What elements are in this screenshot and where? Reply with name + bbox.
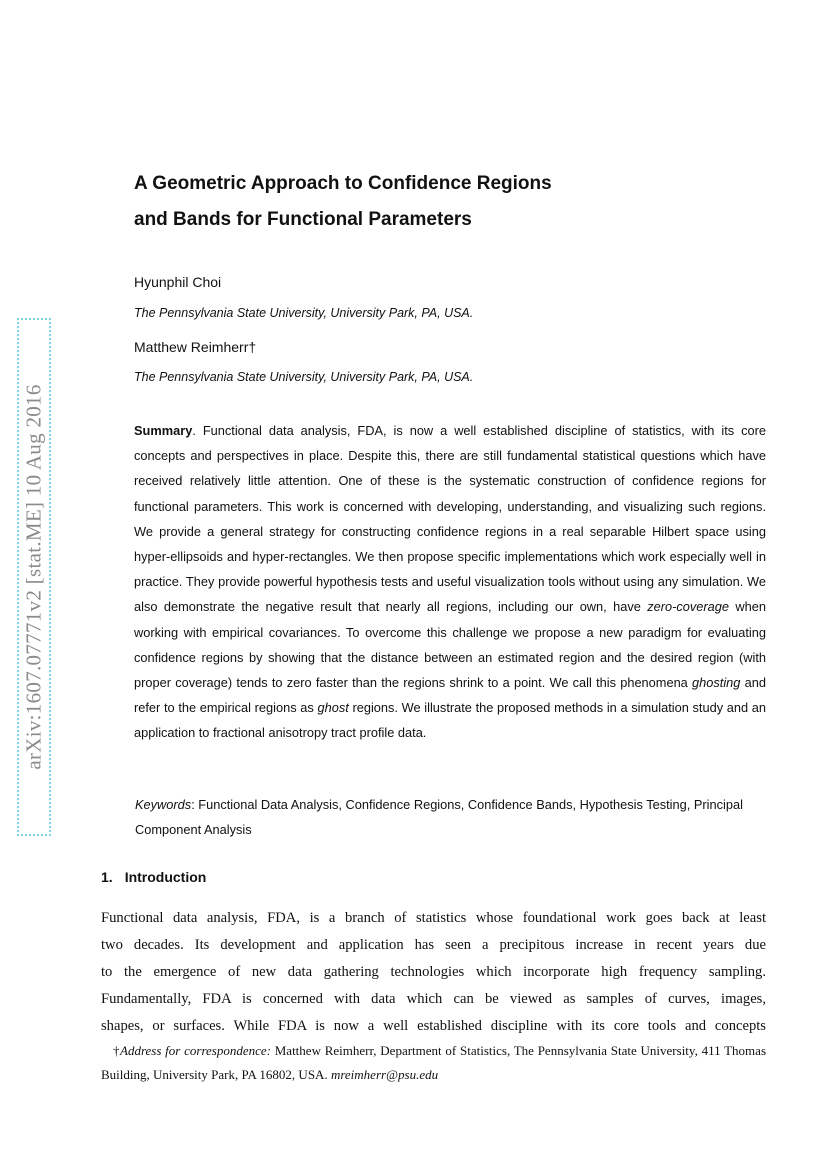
arxiv-identifier-text: arXiv:1607.07771v2 [stat.ME] 10 Aug 2016: [21, 384, 46, 770]
author-name: Matthew Reimherr†: [134, 339, 257, 355]
author-affiliation: The Pennsylvania State University, University Park, PA, USA.: [134, 306, 474, 320]
author-name: Hyunphil Choi: [134, 274, 222, 290]
footnote-marker: †: [113, 1043, 121, 1058]
body-text-line: shapes, or surfaces. While FDA is now a well established discipline with its core tools and concepts: [101, 1018, 766, 1034]
footnote-email: mreimherr@psu.edu: [330, 1066, 439, 1082]
author-affiliation: The Pennsylvania State University, University Park, PA, USA.: [134, 370, 474, 384]
section-title: Introduction: [124, 869, 207, 885]
footnote-label: Address for correspondence:: [120, 1043, 271, 1058]
summary-text: regions. We illustrate the proposed methods in a simulation study and an application to fractional anisotropy tract profile data.: [134, 700, 767, 741]
summary-text: and refer to the empirical regions as: [134, 675, 766, 716]
summary-emphasis: ghosting: [692, 675, 741, 691]
summary-emphasis: zero-coverage: [647, 599, 730, 615]
summary-text: . Functional data analysis, FDA, is now a well established discipline of statistics, with its core concepts and perspectives in place. Despite this, there are still fundamental statistical questions which have received relatively little attention. One of these is the systematic construction of confidence regions for functional parameters. This work is concerned with developing, understanding, and visualizing such regions. We provide a general strategy for constructing confidence regions in a real separable Hilbert space using hyper-ellipsoids and hyper-rectangles. We then propose specific implementations which work especially well in practice. They provide powerful hypothesis tests and useful visualization tools without using any simulation. We also demonstrate the negative result that nearly all regions, including our own, have: [134, 423, 766, 615]
summary-text: when working with empirical covariances. To overcome this challenge we propose a new paradigm for evaluating confidence regions by showing that the distance between an estimated region and the desired region (with proper coverage) tends to zero faster than the regions shrink to a point. We call this phenomena: [134, 599, 766, 691]
keywords: [135, 792, 765, 842]
abstract-summary: [134, 418, 766, 746]
keywords-text: : Functional Data Analysis, Confidence Regions, Confidence Bands, Hypothesis Testing, Principal Component Analysis: [135, 797, 743, 837]
introduction-paragraph: [101, 905, 766, 1040]
keywords-label: Keywords: [135, 797, 192, 812]
summary-emphasis: ghost: [317, 700, 349, 716]
body-text-line: Functional data analysis, FDA, is a branch of statistics whose foundational work goes back at least: [101, 910, 766, 926]
arxiv-identifier-stamp: [17, 318, 51, 836]
body-text-line: to the emergence of new data gathering technologies which incorporate high frequency sampling.: [101, 964, 766, 980]
correspondence-footnote: [101, 1039, 766, 1086]
summary-label: Summary: [134, 423, 193, 438]
section-number: 1.: [101, 869, 113, 885]
paper-title-line-1: A Geometric Approach to Confidence Regions: [134, 173, 552, 194]
body-text-line: two decades. Its development and application has seen a precipitous increase in recent years due: [101, 937, 766, 953]
paper-title-line-2: and Bands for Functional Parameters: [134, 209, 472, 230]
body-text-line: Fundamentally, FDA is concerned with data which can be viewed as samples of curves, images,: [101, 991, 766, 1007]
section-heading-introduction: [101, 869, 206, 885]
footnote-text: Matthew Reimherr, Department of Statistics, The Pennsylvania State University, 411 Thomas Building, University Park, PA 16802, USA.: [101, 1043, 766, 1082]
